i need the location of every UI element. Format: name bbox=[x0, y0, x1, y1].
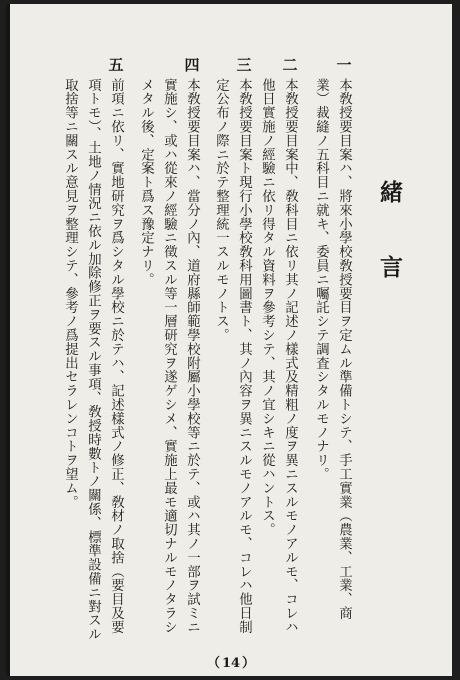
book-page bbox=[6, 4, 452, 676]
page-title: 緒言 bbox=[376, 180, 403, 330]
section-1-line-1: 本敎授要目案ハ、將來小學校敎授要目ヲ定ムル準備トシテ、手工實業（農業、工業、商 bbox=[336, 78, 352, 621]
section-4-line-2: 實施シ、或ハ從來ノ經驗ニ徵スル等一層研究ヲ遂ゲシメ、實施上最モ適切ナルモノタラシ bbox=[161, 78, 177, 634]
section-5-number: 五 bbox=[108, 56, 124, 74]
section-3-line-2: 定公布ノ際ニ於テ整理統一スルモノトス。 bbox=[213, 78, 229, 343]
page-number-value: 14 bbox=[221, 656, 241, 671]
section-3-line-1: 本敎授要目案ト現行小學校敎科用圖書ト、其ノ內容ヲ異ニスルモノアルモ、コレハ他日制 bbox=[236, 78, 252, 634]
section-4-line-3: メタル後、定案ト爲ス豫定ナリ。 bbox=[138, 78, 154, 287]
section-4-line-1: 本敎授要目案ハ、當分ノ內、道府縣師範學校附屬小學校等ニ於テ、或ハ其ノ一部ヲ試ミニ bbox=[184, 78, 200, 634]
section-3-number: 三 bbox=[236, 56, 252, 74]
page-number: （ 14 ） bbox=[206, 656, 256, 671]
section-5-line-3: 取捨等ニ關スル意見ヲ整理シテ、參考ノ爲提出セラレンコトヲ望ム。 bbox=[62, 78, 78, 509]
section-2-line-2: 他日實施ノ經驗ニ依リ得タル資料ヲ參考シテ、其ノ宜シキニ從ハントス。 bbox=[259, 78, 275, 537]
section-5-line-1: 前項ニ依リ、實地研究ヲ爲シタル學校ニ於テハ、記述樣式ノ修正、敎材ノ取捨（要目及要 bbox=[108, 78, 124, 634]
section-2-line-1: 本敎授要目案中、敎科目ニ依リ其ノ記述ノ樣式及精粗ノ度ヲ異ニスルモノアルモ、コレハ bbox=[282, 78, 298, 634]
section-4-number: 四 bbox=[184, 56, 200, 74]
section-2-number: 二 bbox=[282, 56, 298, 74]
section-5-line-2: 項トモ）、土地ノ情況ニ依ル加除修正ヲ要スル事項、敎授時數トノ關係、標準設備ニ對スル bbox=[85, 78, 101, 642]
section-1-line-2: 業）裁縫ノ五科目ニ就キ、委員ニ囑託シテ調査シタルモノナリ。 bbox=[313, 78, 329, 482]
section-1-number: 一 bbox=[336, 56, 352, 74]
